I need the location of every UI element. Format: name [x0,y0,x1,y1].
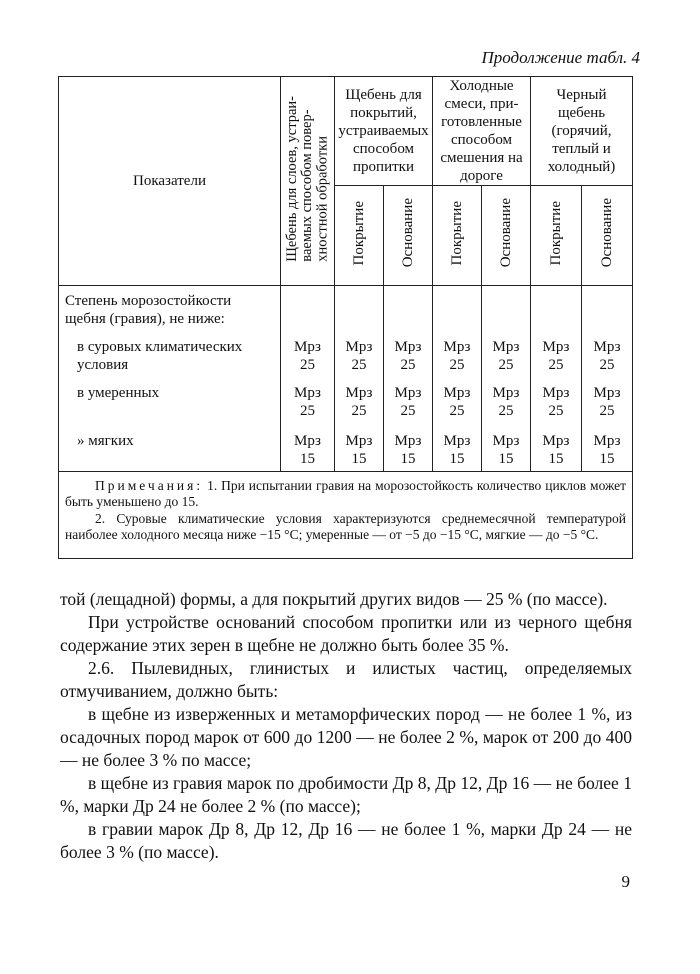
table-cell: Мрз 15 [531,428,582,472]
table-cell: Мрз 25 [433,380,482,428]
body-text [60,588,632,864]
table-notes [59,472,633,559]
row-label: » мягких [59,428,281,472]
table-row [59,380,633,428]
paragraph: в щебне из гравия марок по дробимости Др 8, Др 12, Др 16 — не более 1 %, марки Др 24 не более 2 % (по массе); [60,773,632,816]
table-cell: Мрз 25 [531,334,582,380]
header-impregnation: Щебень для покрытий, устраиваемых способом пропитки [335,77,433,186]
paragraph: При устройстве оснований способом пропитки или из черного щебня содержание этих зерен в щебне не должно быть более 35 %. [60,612,632,655]
note-1: 1. При испытании гравия на морозостойкость количество циклов может быть уменьшено до 15. [65,478,627,510]
table-cell: Мрз 15 [482,428,531,472]
note-2: 2. Суровые климатические условия характеризуются среднемесячной температурой наиболее холодного месяца ниже −15 °С; умеренные — от −5 до −15 °С, мягкие — до −5 °С. [65,510,627,543]
header-indicators: Показатели [59,77,281,286]
subheader-coating: Покрытие [433,186,482,286]
table-cell: Мрз 25 [281,380,335,428]
table-cell: Мрз 25 [384,380,433,428]
table-cell: Мрз 25 [482,334,531,380]
header-cold-mix: Холодные смеси, при- готовленные способом смешения на дороге [433,77,531,186]
header-black-gravel: Черный щебень (горячий, теплый и холодный) [531,77,633,186]
section-label: Степень морозостойкости щебня (гравия), не ниже: [59,286,281,334]
table-row [59,334,633,380]
subheader-coating: Покрытие [335,186,384,286]
table-cell: Мрз 25 [384,334,433,380]
paragraph: в гравии марок Др 8, Др 12, Др 16 — не более 1 %, марки Др 24 — не более 3 % (по массе). [60,819,632,862]
table-cell: Мрз 15 [582,428,633,472]
page-number: 9 [621,872,630,891]
header-surface-treatment: Щебень для слоев, устраи- ваемых способом повер- хностной обработки [281,77,335,286]
subheader-base: Основание [582,186,633,286]
subheader-base: Основание [482,186,531,286]
notes-heading: Примечания: [95,478,204,493]
table-cell: Мрз 15 [335,428,384,472]
frost-resistance-table [58,76,633,559]
table-cell: Мрз 25 [281,334,335,380]
paragraph: 2.6. Пылевидных, глинистых и илистых частиц, определяемых отмучиванием, должно быть: [60,658,632,701]
table-cell: Мрз 25 [582,334,633,380]
table-cell: Мрз 25 [335,380,384,428]
subheader-coating: Покрытие [531,186,582,286]
row-label: в суровых климатических условия [59,334,281,380]
paragraph: в щебне из изверженных и метаморфических пород — не более 1 %, из осадочных пород марок от 600 до 1200 — не более 2 %, марок от 200 до 400 — не более 3 % по массе; [60,704,632,770]
table-cell: Мрз 15 [281,428,335,472]
table-cell: Мрз 25 [482,380,531,428]
continuation-caption: Продолжение табл. 4 [481,48,640,67]
subheader-base: Основание [384,186,433,286]
table-cell: Мрз 25 [531,380,582,428]
table-cell: Мрз 15 [384,428,433,472]
paragraph: той (лещадной) формы, а для покрытий других видов — 25 % (по массе). [60,589,608,609]
table-cell: Мрз 25 [433,334,482,380]
table-cell: Мрз 25 [335,334,384,380]
table-cell: Мрз 25 [582,380,633,428]
table-cell: Мрз 15 [433,428,482,472]
table-row [59,428,633,472]
row-label: в умеренных [59,380,281,428]
